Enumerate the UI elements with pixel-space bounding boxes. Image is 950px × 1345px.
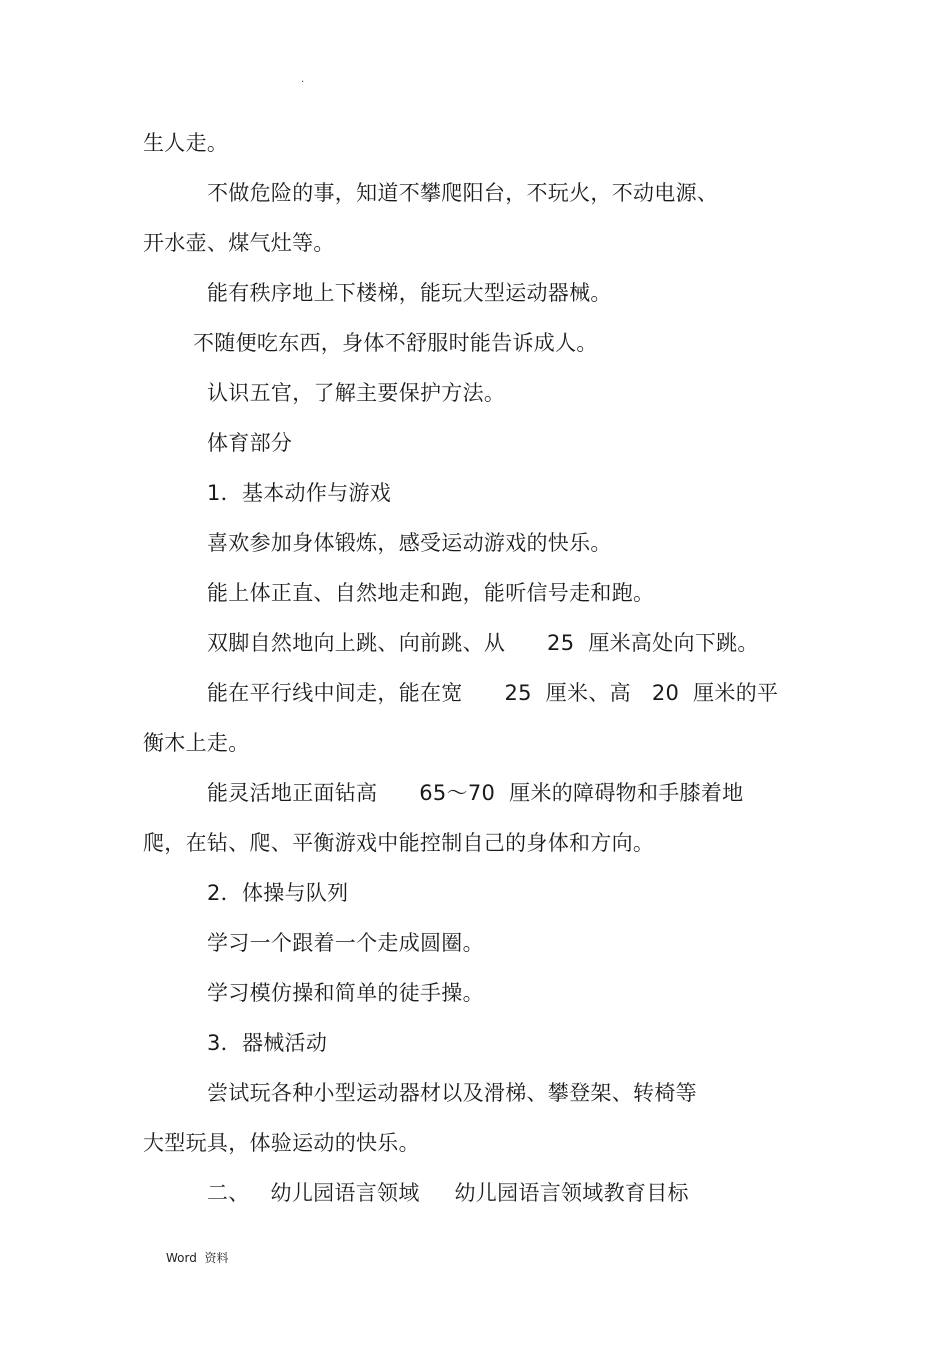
- text-line: 喜欢参加身体锻炼，感受运动游戏的快乐。: [207, 531, 612, 555]
- text-line: 衡木上走。: [143, 731, 250, 755]
- subsection-heading: 1．基本动作与游戏: [207, 481, 392, 505]
- subsection-heading: 2．体操与队列: [207, 881, 349, 905]
- text-line: 生人走。: [143, 131, 229, 155]
- text-line: 大型玩具，体验运动的快乐。: [143, 1131, 420, 1155]
- page-footer: Word 资料: [166, 1251, 229, 1265]
- text-line: 能在平行线中间走，能在宽 25 厘米、高 20 厘米的平: [207, 681, 779, 705]
- text-line: 学习模仿操和简单的徒手操。: [207, 981, 484, 1005]
- text-line: 双脚自然地向上跳、向前跳、从 25 厘米高处向下跳。: [207, 631, 759, 655]
- chapter-heading: 二、 幼儿园语言领域 幼儿园语言领域教育目标: [207, 1181, 689, 1205]
- section-heading: 体育部分: [207, 431, 293, 455]
- text-line: 不随便吃东西，身体不舒服时能告诉成人。: [193, 331, 598, 355]
- header-dot: .: [301, 74, 305, 85]
- text-line: 能灵活地正面钻高 65～70 厘米的障碍物和手膝着地: [207, 781, 744, 805]
- text-line: 认识五官，了解主要保护方法。: [207, 381, 506, 405]
- subsection-heading: 3．器械活动: [207, 1031, 328, 1055]
- text-line: 学习一个跟着一个走成圆圈。: [207, 931, 484, 955]
- text-line: 能上体正直、自然地走和跑，能听信号走和跑。: [207, 581, 655, 605]
- text-line: 爬，在钻、爬、平衡游戏中能控制自己的身体和方向。: [143, 831, 655, 855]
- text-line: 开水壶、煤气灶等。: [143, 231, 335, 255]
- text-line: 尝试玩各种小型运动器材以及滑梯、攀登架、转椅等: [207, 1081, 697, 1105]
- text-line: 不做危险的事，知道不攀爬阳台，不玩火，不动电源、: [207, 181, 719, 205]
- text-line: 能有秩序地上下楼梯，能玩大型运动器械。: [207, 281, 612, 305]
